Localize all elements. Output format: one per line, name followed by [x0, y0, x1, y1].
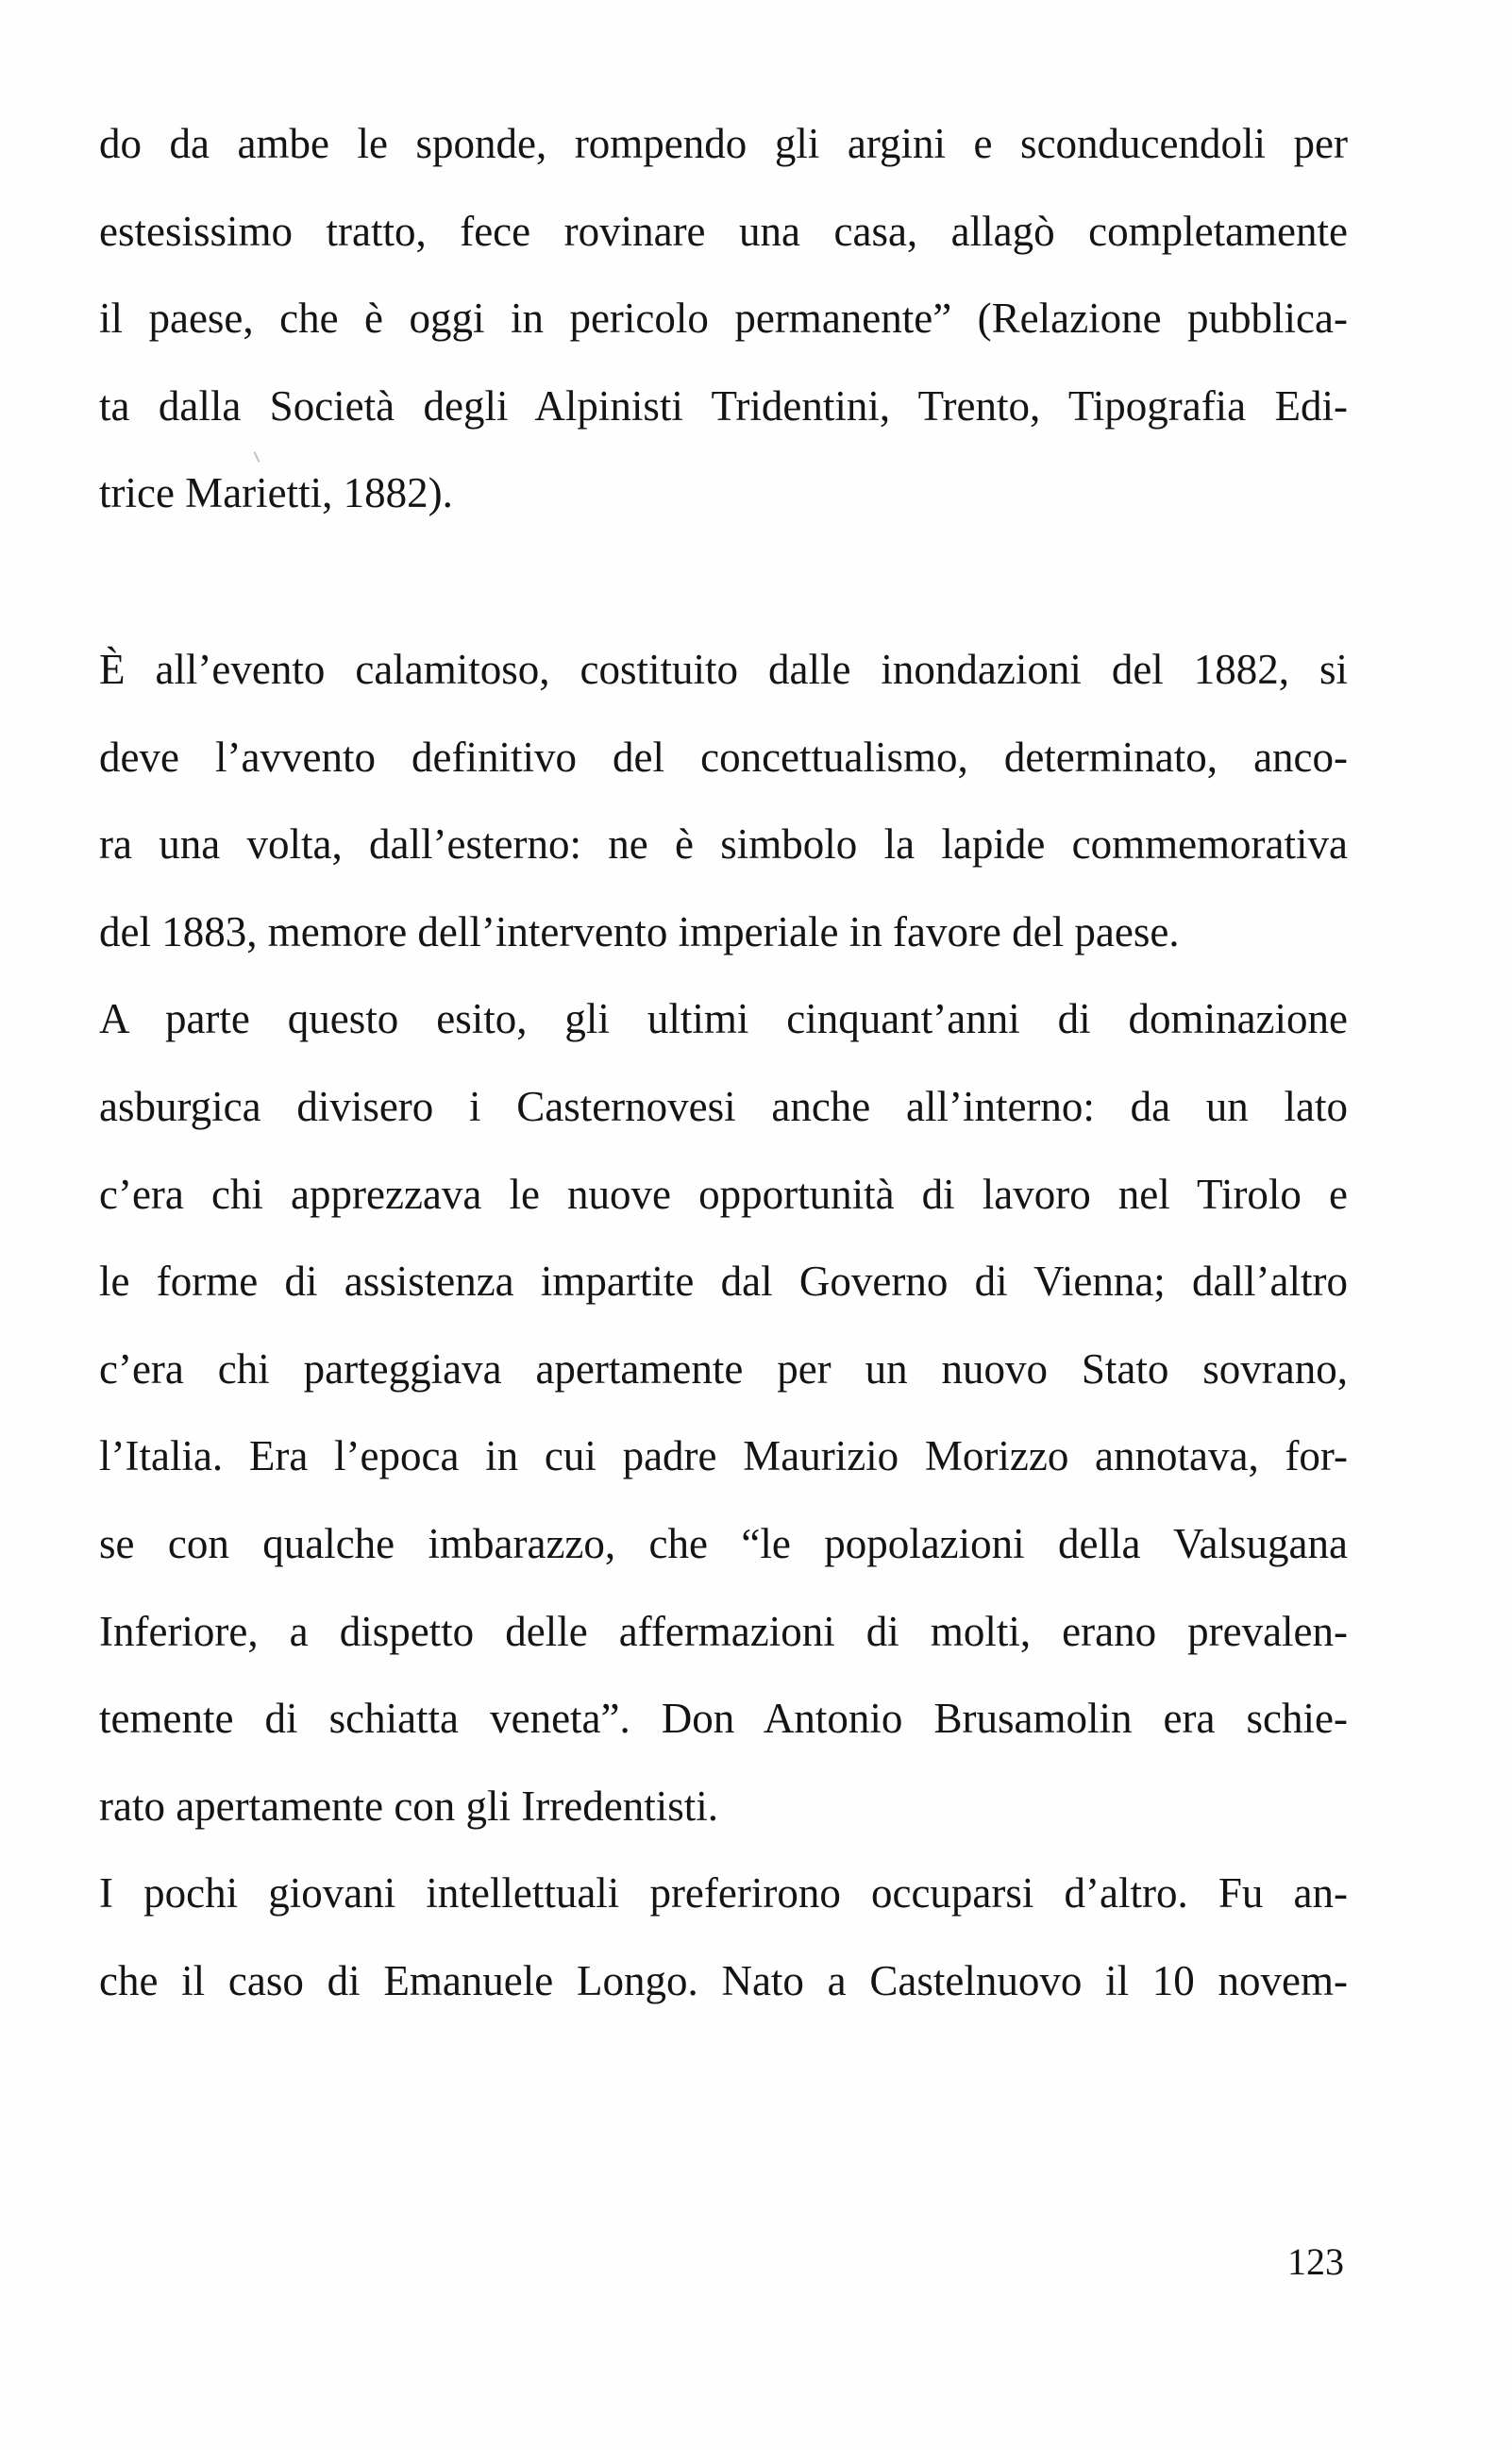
text-line: È all’evento calamitoso, costituito dalle inondazioni del 1882, si	[99, 646, 1348, 693]
text-line: deve l’avvento definitivo del concettualismo, determinato, anco-	[99, 733, 1348, 781]
text-line: che il caso di Emanuele Longo. Nato a Castelnuovo il 10 novem-	[99, 1956, 1348, 2004]
text-line: l’Italia. Era l’epoca in cui padre Maurizio Morizzo annotava, for-	[99, 1432, 1348, 1480]
text-line: Inferiore, a dispetto delle affermazioni di molti, erano prevalen-	[99, 1607, 1348, 1655]
paragraph-quote-ending	[99, 100, 1348, 537]
text-line: A parte questo esito, gli ultimi cinquant’anni di dominazione	[99, 995, 1348, 1043]
text-line: trice Marietti, 1882).	[99, 469, 453, 517]
text-line: do da ambe le sponde, rompendo gli argini e sconducendoli per	[99, 120, 1348, 167]
text-line: le forme di assistenza impartite dal Governo di Vienna; dall’altro	[99, 1258, 1348, 1306]
text-line: ta dalla Società degli Alpinisti Tridentini, Trento, Tipografia Edi-	[99, 381, 1348, 430]
page-number: 123	[1287, 2240, 1344, 2283]
text-line: I pochi giovani intellettuali preferirono occuparsi d’altro. Fu an-	[99, 1869, 1348, 1918]
paragraph-body	[99, 626, 1348, 2025]
text-line: se con qualche imbarazzo, che “le popolazioni della Valsugana	[99, 1519, 1348, 1567]
text-line: c’era chi parteggiava apertamente per un nuovo Stato sovrano,	[99, 1344, 1348, 1393]
text-line: temente di schiatta veneta”. Don Antonio Brusamolin era schie-	[99, 1695, 1348, 1743]
text-line: c’era chi apprezzava le nuove opportunità di lavoro nel Tirolo e	[99, 1170, 1348, 1218]
text-line: il paese, che è oggi in pericolo permanente” (Relazione pubblica-	[99, 295, 1348, 343]
text-line: estesissimo tratto, fece rovinare una casa, allagò completamente	[99, 207, 1348, 255]
text-line: ra una volta, dall’esterno: ne è simbolo la lapide commemorativa	[99, 820, 1348, 869]
text-line: asburgica divisero i Casternovesi anche all’interno: da un lato	[99, 1082, 1348, 1130]
text-line: rato apertamente con gli Irredentisti.	[99, 1782, 718, 1830]
text-line: del 1883, memore dell’intervento imperiale in favore del paese.	[99, 907, 1180, 955]
